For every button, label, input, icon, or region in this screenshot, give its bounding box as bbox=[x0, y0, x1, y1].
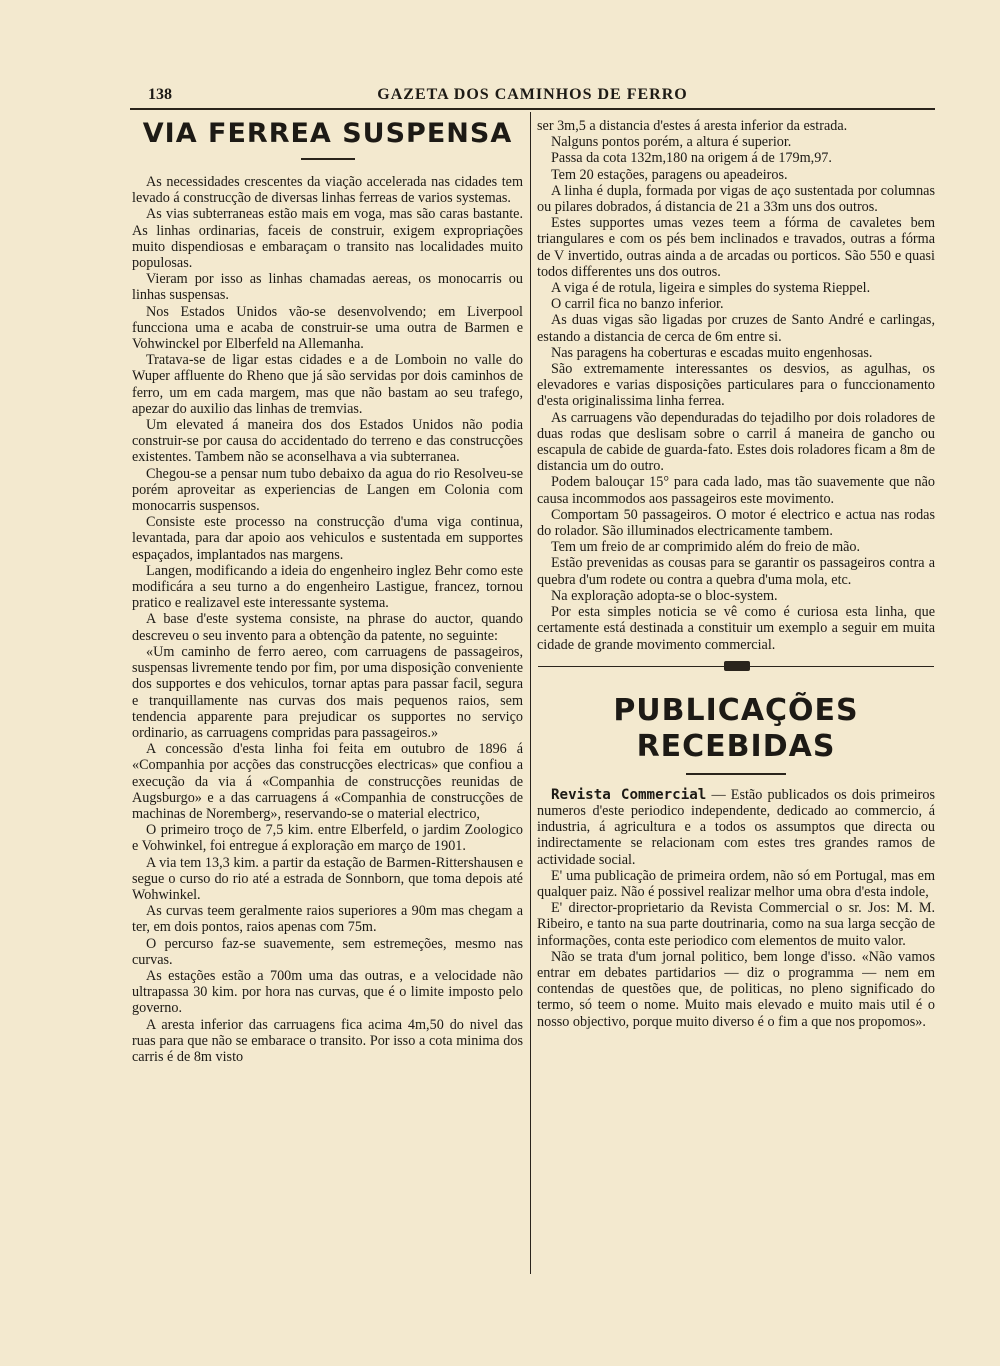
publication-text: — Estão publicados os dois primeiros numeros d'este periodico independente, dedicado ao commercio, á industria, á agricultura e a todos os assumptos que directa ou indirectamente se relacionam com estes tres grandes ramos de actividade social. bbox=[537, 786, 935, 868]
paragraph: Nas paragens ha coberturas e escadas muito engenhosas. bbox=[551, 344, 873, 361]
right-column bbox=[537, 118, 935, 1030]
paragraph: Tem 20 estações, paragens ou apeadeiros. bbox=[551, 166, 788, 183]
section-rule bbox=[686, 773, 786, 775]
paragraph: A linha é dupla, formada por vigas de aço sustentada por columnas ou pilares dobrados, á distancia de 21 a 33m uns dos outros. bbox=[537, 182, 935, 216]
section-title: PUBLICAÇÕES RECEBIDAS bbox=[613, 692, 859, 764]
paragraph: Vieram por isso as linhas chamadas aereas, os monocarris ou linhas suspensas. bbox=[132, 271, 523, 304]
paragraph: Chegou-se a pensar num tubo debaixo da agua do rio Resolveu-se porém aproveitar as experiencias de Langen em Colonia com monocarris suspensos. bbox=[132, 465, 523, 515]
paragraph: As curvas teem geralmente raios superiores a 90m mas chegam a ter, em dois pontos, raios apenas com 75m. bbox=[132, 903, 523, 936]
paragraph: E' director-proprietario da Revista Commercial o sr. Jos: M. M. Ribeiro, e tanto na sua parte doutrinaria, como na sua larga secção de informações, conta este periodico com elementos de muito valor. bbox=[537, 900, 935, 949]
paragraph: Tem um freio de ar comprimido além do freio de mão. bbox=[551, 539, 861, 556]
paragraph: Um elevated á maneira dos dos Estados Unidos não podia construir-se por causa do accidentado do terreno e das construcções existentes. Tambem não se aconselhava a via subterranea. bbox=[132, 417, 523, 466]
publication-entry bbox=[537, 787, 935, 868]
paragraph: Nos Estados Unidos vão-se desenvolvendo; em Liverpool funcciona uma e acaba de construir-se uma outra de Barmen e Vohwinckel por Elberfeld na Allemanha. bbox=[132, 303, 523, 353]
article-title: VIA FERREA SUSPENSA bbox=[142, 118, 513, 149]
paragraph: O primeiro troço de 7,5 kim. entre Elberfeld, o jardim Zoologico e Vohwinkel, foi entregue á exploração em março de 1901. bbox=[132, 822, 523, 855]
paragraph: As vias subterraneas estão mais em voga, mas são caras bastante. As linhas ordinarias, faceis de construir, exigem expropriações muito dispendiosas e embaraçam o transito nas localidades muito populosas. bbox=[132, 206, 523, 272]
publication-name: Revista Commercial bbox=[551, 786, 707, 803]
paragraph: O carril fica no banzo inferior. bbox=[551, 296, 724, 313]
paragraph: Tratava-se de ligar estas cidades e a de Lomboin no valle do Wuper affluente do Rheno que já são servidas por dois caminhos de ferro, um em cada margem, mas que não bastam ao seu trafego, apezar do auxilio das linhas de tremvias. bbox=[132, 352, 523, 417]
paragraph: Comportam 50 passageiros. O motor é electrico e actua nas rodas do rolador. São illuminados electricamente tambem. bbox=[537, 506, 935, 540]
paragraph: Estão prevenidas as cousas para se garantir os passageiros contra a quebra d'um rodete ou contra a quebra d'uma mola, etc. bbox=[537, 555, 935, 588]
paragraph: E' uma publicação de primeira ordem, não só em Portugal, mas em qualquer paiz. Não é possivel realizar melhor uma obra d'esta indole, bbox=[537, 867, 935, 900]
paragraph: As carruagens vão dependuradas do tejadilho por dois roladores de duas rodas que deslisam sobre o carril á maneira de gancho ou escapula de cabide de guarda-fato. Estes dois roladores ficam a 8m de distancia um do outro. bbox=[537, 409, 935, 475]
paragraph: O percurso faz-se suavemente, sem estremeções, mesmo nas curvas. bbox=[132, 935, 523, 968]
ornament-center bbox=[724, 661, 750, 671]
publication-title: GAZETA DOS CAMINHOS DE FERRO bbox=[377, 86, 688, 103]
paragraph: Não se trata d'um jornal politico, bem longe d'isso. «Não vamos entrar em debates partidarios — diz o programma — nem em contendas de questões que, de politicas, no pleno significado do termo, só teem o nome. Muito mais elevado e muito mais util é o nosso objectivo, porque muito diverso é o fim a que nos propomos». bbox=[537, 948, 935, 1030]
paragraph: São extremamente interessantes os desvios, as agulhas, os elevadores e varias disposições particulares para o funccionamento d'esta originalissima linha ferrea. bbox=[537, 361, 935, 410]
header-rule bbox=[130, 108, 935, 110]
paragraph: Langen, modificando a ideia do engenheiro inglez Behr como este modificára a seu turno a do engenheiro Lastigue, francez, tornou pratico e realizavel este interessante systema. bbox=[132, 562, 523, 612]
paragraph: Podem balouçar 15° para cada lado, mas tão suavemente que não causa incommodos aos passageiros este movimento. bbox=[537, 474, 935, 507]
left-column bbox=[132, 118, 523, 1065]
paragraph: Nalguns pontos porém, a altura é superior. bbox=[551, 134, 792, 151]
page-header bbox=[130, 84, 935, 108]
section-ornament bbox=[538, 661, 934, 671]
paragraph: A aresta inferior das carruagens fica acima 4m,50 do nivel das ruas para que não se embarace o transito. Por isso a cota minima dos carris é de 8m visto bbox=[132, 1016, 523, 1065]
paragraph: Consiste este processo na construcção d'uma viga continua, levantada, para dar apoio aos vehiculos e sustentada em supportes espaçados, implantados nas margens. bbox=[132, 514, 523, 563]
paragraph: Por esta simples noticia se vê como é curiosa esta linha, que certamente está destinada a constituir um exemplo a seguir em muita cidade de grande movimento commercial. bbox=[537, 604, 935, 653]
page-number: 138 bbox=[148, 86, 172, 103]
paragraph: As duas vigas são ligadas por cruzes de Santo André e carlingas, estando a distancia de cerca de 6m entre si. bbox=[537, 312, 935, 345]
paragraph: A via tem 13,3 kim. a partir da estação de Barmen-Rittershausen e segue o curso do rio até a estrada de Sonnborn, que toma depois até Wohwinkel. bbox=[132, 854, 523, 903]
paragraph: «Um caminho de ferro aereo, com carruagens de passageiros, suspensas livremente tendo por fim, por uma disposição conveniente dos supportes e dos vehiculos, tornar aptas para passar facil, segura e tranquillamente nas curvas dos mais pequenos raios, sem tendencia apparente para prejudicar os supportes no serviço ordinario, as carruagens compridas para passageiros.» bbox=[132, 643, 523, 741]
paragraph: A base d'este systema consiste, na phrase do auctor, quando descreveu o seu invento para a obtenção da patente, no seguinte: bbox=[132, 611, 523, 644]
paragraph: Na exploração adopta-se o bloc-system. bbox=[551, 587, 778, 604]
paragraph: As estações estão a 700m uma das outras, e a velocidade não ultrapassa 30 kim. por hora nas curvas, que é o limite imposto pelo governo. bbox=[132, 967, 523, 1017]
paragraph: ser 3m,5 a distancia d'estes á aresta inferior da estrada. bbox=[537, 118, 848, 134]
title-rule bbox=[301, 158, 355, 160]
paragraph: As necessidades crescentes da viação accelerada nas cidades tem levado á construcção de diversas linhas ferreas de varios systemas. bbox=[132, 174, 523, 207]
paragraph: A concessão d'esta linha foi feita em outubro de 1896 á «Companhia por acções das construcções electricas» que confiou a execução da via á «Companhia de construcções reunidas de Augsburgo» e a das carruagens á «Companhia de construcções de machinas de Noremberg», reservando-se o material electrico, bbox=[132, 741, 523, 822]
paragraph: A viga é de rotula, ligeira e simples do systema Rieppel. bbox=[551, 280, 871, 297]
paragraph: Passa da cota 132m,180 na origem á de 179m,97. bbox=[551, 150, 832, 167]
column-divider bbox=[530, 112, 531, 1274]
paragraph: Estes supportes umas vezes teem a fórma de cavaletes bem triangulares e com os pés bem inclinados e travados, outras a fórma de V invertido, outras ainda a de arcadas ou porticos. São 550 e quasi todos differentes uns dos outros. bbox=[537, 215, 935, 280]
